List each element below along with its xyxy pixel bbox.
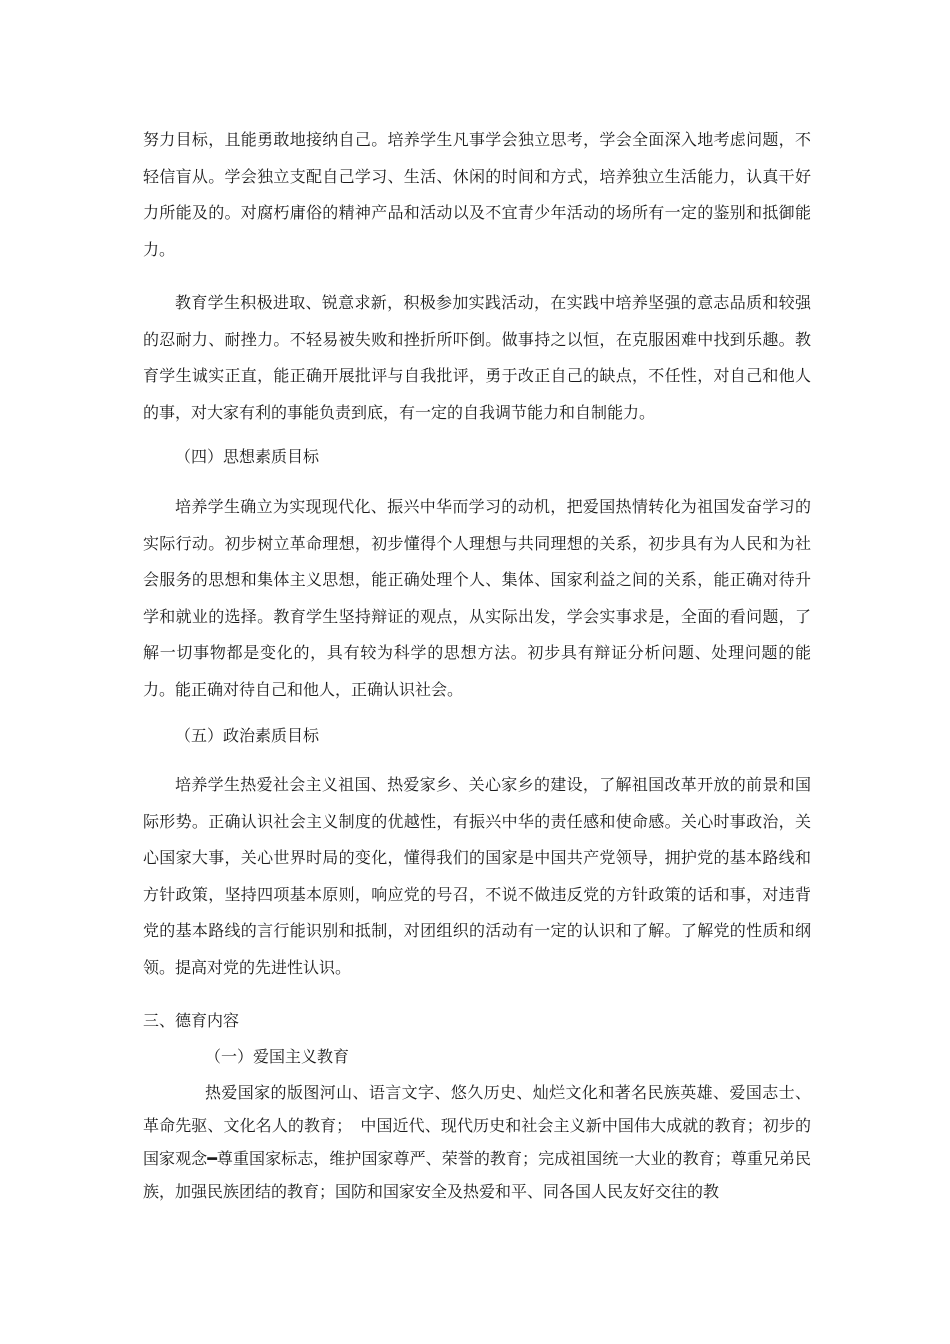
heading-political-quality: （五）政治素质目标: [175, 726, 320, 745]
heading-patriotism-education: （一）爱国主义教育: [205, 1047, 350, 1066]
paragraph-thought-quality: 培养学生确立为实现现代化、振兴中华而学习的动机，把爱国热情转化为祖国发奋学习的实际行动。初步树立革命理想，初步懂得个人理想与共同理想的关系，初步具有为人民和为社会服务的思想和集体主义思想，能正确处理个人、集体、国家利益之间的关系，能正确对待升学和就业的选择。教育学生坚持辩证的观点，从实际出发，学会实事求是，全面的看问题，了解一切事物都是变化的，具有较为科学的思想方法。初步具有辩证分析问题、处理问题的能力。能正确对待自己和他人，正确认识社会。: [143, 497, 811, 699]
paragraph-self-acceptance: 努力目标，且能勇敢地接纳自己。培养学生凡事学会独立思考，学会全面深入地考虑问题，不轻信盲从。学会独立支配自己学习、生活、休闲的时间和方式，培养独立生活能力，认真干好力所能及的。对腐朽庸俗的精神产品和活动以及不宜青少年活动的场所有一定的鉴别和抵御能力。: [143, 130, 811, 259]
paragraph-will-quality: 教育学生积极进取、锐意求新，积极参加实践活动，在实践中培养坚强的意志品质和较强的忍耐力、耐挫力。不轻易被失败和挫折所吓倒。做事持之以恒，在克服困难中找到乐趣。教育学生诚实正直，能正确开展批评与自我批评，勇于改正自己的缺点，不任性，对自己和他人的事，对大家有利的事能负责到底，有一定的自我调节能力和自制能力。: [143, 293, 811, 422]
paragraph-patriotism-education: 热爱国家的版图河山、语言文字、悠久历史、灿烂文化和著名民族英雄、爱国志士、革命先驱、文化名人的教育； 中国近代、现代历史和社会主义新中国伟大成就的教育；初步的国家观念━尊重国家标志，维护国家尊严、荣誉的教育；完成祖国统一大业的教育；尊重兄弟民族，加强民族团结的教育；国防和国家安全及热爱和平、同各国人民友好交往的教: [143, 1083, 811, 1201]
paragraph-political-quality: 培养学生热爱社会主义祖国、热爱家乡、关心家乡的建设，了解祖国改革开放的前景和国际形势。正确认识社会主义制度的优越性，有振兴中华的责任感和使命感。关心时事政治，关心国家大事，关心世界时局的变化，懂得我们的国家是中国共产党领导，拥护党的基本路线和方针政策，坚持四项基本原则，响应党的号召，不说不做违反党的方针政策的话和事，对违背党的基本路线的言行能识别和抵制，对团组织的活动有一定的认识和了解。了解党的性质和纲领。提高对党的先进性认识。: [143, 775, 811, 977]
heading-thought-quality: （四）思想素质目标: [175, 447, 320, 466]
heading-moral-education-content: 三、德育内容: [143, 1011, 240, 1030]
